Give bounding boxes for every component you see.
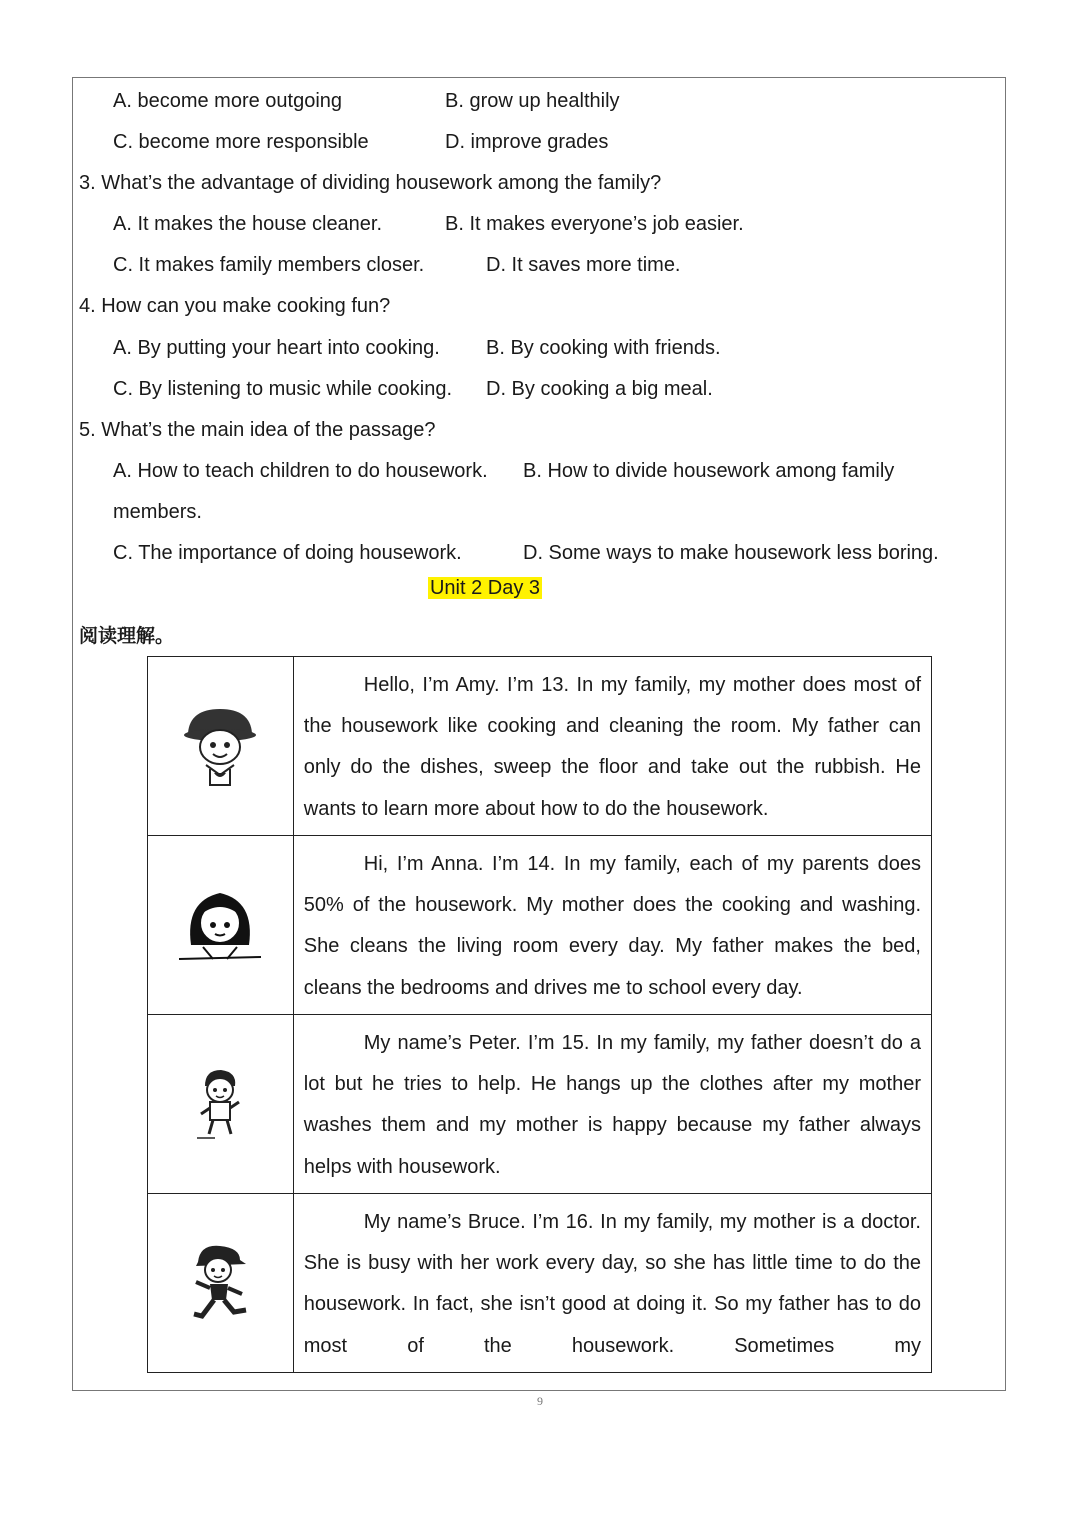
unit-title-wrap xyxy=(0,575,970,601)
girl-long-hair-icon xyxy=(175,887,265,963)
q3-option-d: D. It saves more time. xyxy=(486,254,681,276)
reading-table xyxy=(147,656,932,1373)
q4-option-b: B. By cooking with friends. xyxy=(486,337,721,359)
reading-text-cell xyxy=(293,1194,931,1373)
avatar-cell xyxy=(148,1015,294,1194)
table-row xyxy=(148,836,932,1015)
q2-option-a: A. become more outgoing xyxy=(113,90,343,112)
boy-running-icon xyxy=(188,1242,252,1324)
q5-option-c: C. The importance of doing housework. xyxy=(113,542,462,564)
q5-option-b-continued: members. xyxy=(113,501,202,523)
q4-question: 4. How can you make cooking fun? xyxy=(79,295,391,317)
q5-option-b: B. How to divide housework among family xyxy=(523,460,895,482)
q4-option-c: C. By listening to music while cooking. xyxy=(113,378,453,400)
girl-hat-icon xyxy=(180,703,260,789)
q4-option-a: A. By putting your heart into cooking. xyxy=(113,337,440,359)
reading-text-amy: Hello, I’m Amy. I’m 13. In my family, my mother does most of the housework like cooking and cleaning the room. My father can only do the dishes, sweep the floor and take out the rubbish. He wants to learn more about how to do the housework. xyxy=(303,674,921,820)
q2-option-d: D. improve grades xyxy=(445,131,609,153)
q5-question: 5. What’s the main idea of the passage? xyxy=(79,419,436,441)
q3-option-b: B. It makes everyone’s job easier. xyxy=(445,213,744,235)
boy-thumbs-up-icon xyxy=(195,1068,245,1140)
avatar-cell xyxy=(148,836,294,1015)
reading-text-cell xyxy=(293,836,931,1015)
q5-option-a: A. How to teach children to do housework. xyxy=(113,460,488,482)
table-row xyxy=(148,657,932,836)
reading-text-peter: My name’s Peter. I’m 15. In my family, my father doesn’t do a lot but he tries to help. He hangs up the clothes after my mother washes them and my mother is happy because my father always helps with housework. xyxy=(303,1032,921,1178)
q3-option-c: C. It makes family members closer. xyxy=(113,254,425,276)
q2-option-b: B. grow up healthily xyxy=(445,90,620,112)
q3-question: 3. What’s the advantage of dividing housework among the family? xyxy=(79,172,662,194)
avatar-cell xyxy=(148,657,294,836)
section-heading: 阅读理解。 xyxy=(79,625,175,647)
reading-text-bruce: My name’s Bruce. I’m 16. In my family, my mother is a doctor. She is busy with her work every day, so she has little time to do the housework. In fact, she isn’t good at doing it. So my father has to do most of the housework. Sometimes my xyxy=(303,1211,921,1357)
reading-text-cell xyxy=(293,657,931,836)
reading-text-cell xyxy=(293,1015,931,1194)
unit-title: Unit 2 Day 3 xyxy=(429,577,541,599)
table-row xyxy=(148,1015,932,1194)
q3-option-a: A. It makes the house cleaner. xyxy=(113,213,383,235)
q5-option-d: D. Some ways to make housework less boring. xyxy=(523,542,939,564)
table-row xyxy=(148,1194,932,1373)
reading-text-anna: Hi, I’m Anna. I’m 14. In my family, each of my parents does 50% of the housework. My mother does the cooking and washing. She cleans the living room every day. My father makes the bed, cleans the bedrooms and drives me to school every day. xyxy=(303,853,921,999)
avatar-cell xyxy=(148,1194,294,1373)
q2-option-c: C. become more responsible xyxy=(113,131,369,153)
q4-option-d: D. By cooking a big meal. xyxy=(486,378,713,400)
page-number: 9 xyxy=(537,1394,543,1408)
